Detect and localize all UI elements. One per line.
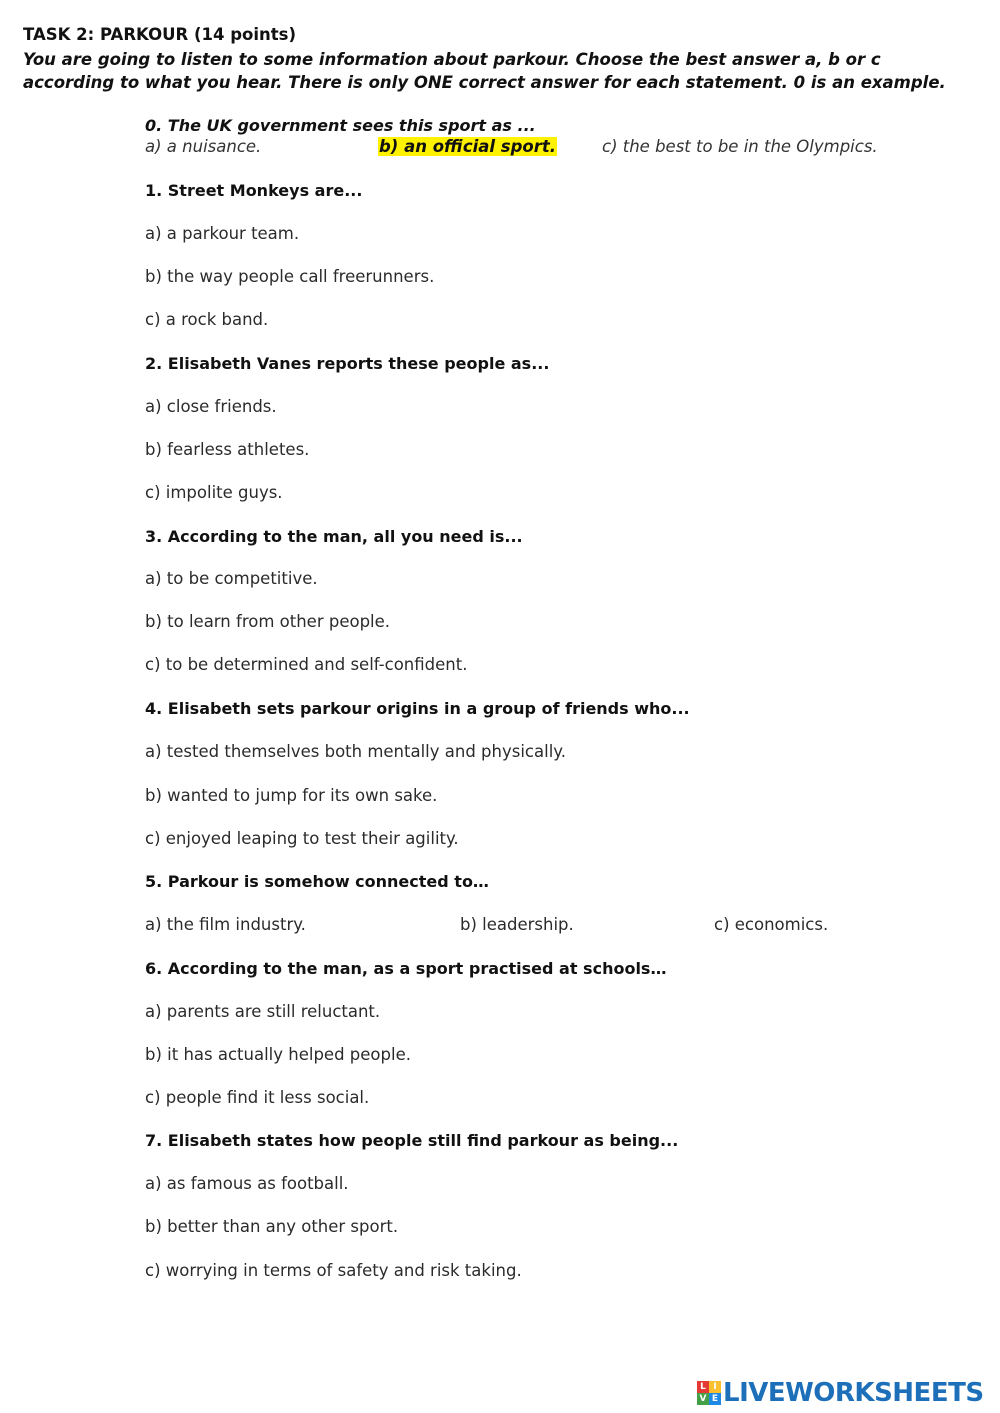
question-3-option-a[interactable]: a) to be competitive. [145,569,318,588]
question-1: 1. Street Monkeys are... [145,181,363,200]
question-4-option-b[interactable]: b) wanted to jump for its own sake. [145,786,438,805]
example-question: 0. The UK government sees this sport as ... [145,116,536,135]
question-7: 7. Elisabeth states how people still find parkour as being... [145,1131,679,1150]
question-1-option-b[interactable]: b) the way people call freerunners. [145,267,435,286]
question-5: 5. Parkour is somehow connected to… [145,872,489,891]
question-3-option-c[interactable]: c) to be determined and self-confident. [145,655,468,674]
question-2-option-b[interactable]: b) fearless athletes. [145,440,310,459]
logo-letter-i: I [709,1381,721,1393]
logo-mark-icon [697,1381,721,1405]
question-2-option-c[interactable]: c) impolite guys. [145,483,283,502]
question-2-option-a[interactable]: a) close friends. [145,397,277,416]
question-3-option-b[interactable]: b) to learn from other people. [145,612,391,631]
question-2: 2. Elisabeth Vanes reports these people as... [145,354,550,373]
question-1-option-c[interactable]: c) a rock band. [145,310,269,329]
question-7-option-a[interactable]: a) as famous as football. [145,1174,349,1193]
liveworksheets-logo [697,1378,984,1408]
question-4-option-c[interactable]: c) enjoyed leaping to test their agility. [145,829,459,848]
question-6: 6. According to the man, as a sport practised at schools… [145,959,667,978]
logo-letter-l: L [697,1381,709,1393]
logo-letter-v: V [697,1393,709,1405]
logo-letter-e: E [709,1393,721,1405]
question-6-option-a[interactable]: a) parents are still reluctant. [145,1002,381,1021]
question-3: 3. According to the man, all you need is... [145,527,523,546]
example-option-c: c) the best to be in the Olympics. [602,137,878,156]
question-7-option-b[interactable]: b) better than any other sport. [145,1217,399,1236]
task-title: TASK 2: PARKOUR (14 points) [23,25,296,44]
question-4: 4. Elisabeth sets parkour origins in a group of friends who... [145,699,690,718]
task-instructions: You are going to listen to some information about parkour. Choose the best answer a, b or c according to what you hear. There is only ONE correct answer for each statement. 0 is an example. [23,50,946,92]
question-1-option-a[interactable]: a) a parkour team. [145,224,300,243]
question-7-option-c[interactable]: c) worrying in terms of safety and risk taking. [145,1261,522,1280]
question-4-option-a[interactable]: a) tested themselves both mentally and physically. [145,742,566,761]
example-answer-highlight: b) an official sport. [379,137,557,156]
question-5-option-c[interactable]: c) economics. [714,915,829,934]
question-6-option-b[interactable]: b) it has actually helped people. [145,1045,411,1064]
question-6-option-c[interactable]: c) people find it less social. [145,1088,370,1107]
question-5-option-b[interactable]: b) leadership. [460,915,574,934]
example-option-b [378,137,557,157]
logo-text: LIVEWORKSHEETS [723,1378,984,1408]
example-option-a: a) a nuisance. [145,137,262,156]
question-5-option-a[interactable]: a) the film industry. [145,915,306,934]
